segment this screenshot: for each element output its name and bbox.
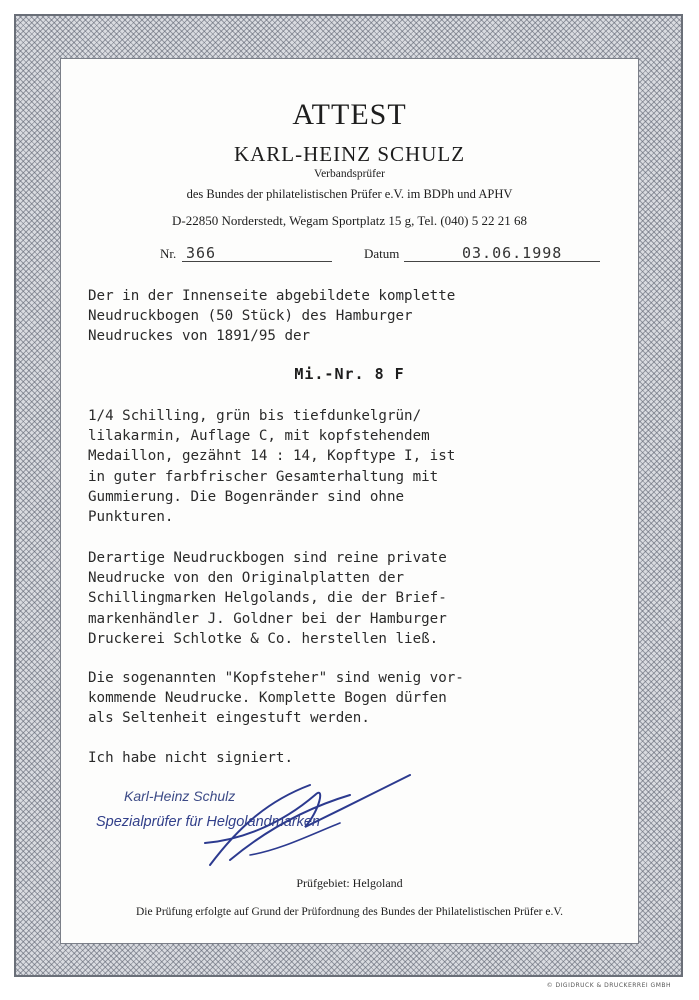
rarity-line: als Seltenheit eingestuft werden.	[88, 710, 370, 727]
certificate-title: ATTEST	[292, 98, 407, 131]
examination-area: Prüfgebiet: Helgoland	[296, 876, 403, 890]
description-line: Medaillon, gezähnt 14 : 14, Kopftype I, ist	[88, 448, 456, 465]
examiner-role: Verbandsprüfer	[314, 168, 385, 180]
examination-statement: Die Prüfung erfolgte auf Grund der Prüfordnung des Bundes der Philatelistischen Prüfer e.V.	[135, 906, 564, 918]
description-line: Punkturen.	[88, 509, 174, 526]
description-line: lilakarmin, Auflage C, mit kopfstehendem	[88, 428, 430, 445]
description-line: 1/4 Schilling, grün bis tiefdunkelgrün/	[88, 408, 422, 424]
stamp-examiner-name: Karl-Heinz Schulz	[124, 788, 236, 804]
intro-line: Der in der Innenseite abgebildete komplette	[88, 288, 456, 304]
stamp-specialty: Spezialprüfer für Helgolandmarken	[96, 814, 321, 830]
examiner-association: des Bundes der philatelistischen Prüfer e.V. im BDPh und APHV	[186, 187, 513, 201]
history-line: Druckerei Schlotke & Co. herstellen ließ.	[88, 630, 439, 647]
rarity-line: Die sogenannten "Kopfsteher" sind wenig vor-	[88, 670, 464, 686]
examiner-address: D-22850 Norderstedt, Wegam Sportplatz 15 g, Tel. (040) 5 22 21 68	[171, 213, 527, 228]
date-label: Datum	[364, 246, 400, 261]
rarity-paragraph	[88, 668, 628, 729]
certificate-date: 03.06.1998	[462, 244, 563, 262]
reference-row	[160, 244, 600, 266]
printer-credit: © DIGIDRUCK & DRUCKERREI GMBH	[546, 982, 671, 989]
intro-paragraph	[88, 286, 628, 347]
rarity-line: kommende Neudrucke. Komplette Bogen dürfen	[88, 690, 447, 707]
description-line: in guter farbfrischer Gesamterhaltung mit	[88, 468, 439, 485]
examiner-name: KARL-HEINZ SCHULZ	[233, 142, 466, 166]
intro-line: Neudruckes von 1891/95 der	[88, 328, 311, 345]
history-line: Derartige Neudruckbogen sind reine private	[88, 550, 447, 566]
history-line: markenhändler J. Goldner bei der Hamburger	[88, 610, 447, 627]
history-line: Schillingmarken Helgolands, die der Brief-	[88, 590, 447, 607]
description-line: Gummierung. Die Bogenränder sind ohne	[88, 488, 405, 505]
description-paragraph	[88, 406, 628, 527]
number-label: Nr.	[160, 246, 177, 261]
certificate-number: 366	[186, 244, 217, 262]
history-paragraph	[88, 548, 628, 649]
intro-line: Neudruckbogen (50 Stück) des Hamburger	[88, 308, 413, 325]
history-line: Neudrucke von den Originalplatten der	[88, 570, 405, 587]
catalog-number: Mi.-Nr. 8 F	[294, 365, 405, 383]
signature-note: Ich habe nicht signiert.	[88, 750, 293, 766]
